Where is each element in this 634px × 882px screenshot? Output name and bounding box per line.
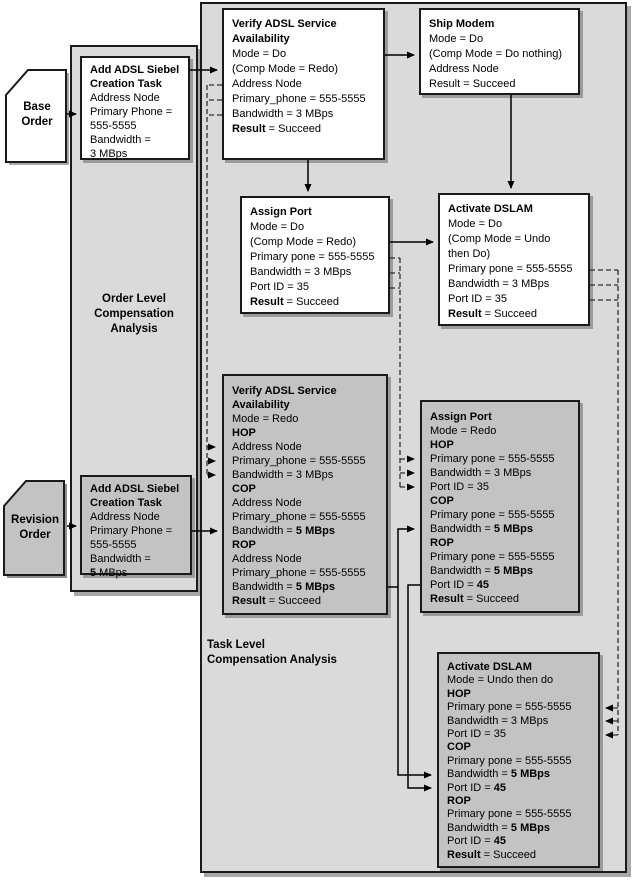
activate-dslam-box — [438, 193, 590, 326]
text-line: Bandwidth = 5 MBps — [232, 525, 336, 537]
text-line: ROP — [430, 537, 454, 549]
text-line: HOP — [232, 427, 256, 439]
text-line: Order — [21, 116, 53, 128]
text-line: Mode = Undo then do — [447, 674, 554, 687]
text-line: ROP — [447, 795, 471, 808]
task-level-compensation-analysis-label — [207, 638, 397, 668]
text-line: Port ID = 45 — [430, 579, 490, 591]
text-line: Result = Succeed — [429, 78, 516, 90]
text-line: Order — [19, 529, 51, 541]
text-line: Primary pone = 555-5555 — [447, 701, 572, 714]
verify-adsl-service-availability-box — [222, 8, 385, 160]
base-order-shape — [2, 66, 72, 166]
text-line: Bandwidth = 3 MBps — [447, 714, 549, 727]
text-line: Mode = Redo — [232, 413, 299, 425]
text-line: Primary pone = 555-5555 — [430, 509, 555, 521]
text-line: ROP — [232, 539, 256, 551]
text-line: Bandwidth = 5 MBps — [232, 581, 336, 593]
text-line: Availability — [232, 399, 290, 411]
assign-port-compensation-box — [420, 400, 580, 613]
text-line: Bandwidth = 3 MBps — [232, 108, 334, 120]
text-line: Result = Succeed — [430, 593, 519, 605]
text-line: Address Node — [232, 78, 302, 90]
text-line: Mode = Do — [250, 221, 305, 233]
text-line: Analysis — [110, 323, 158, 335]
text-line: Result = Succeed — [448, 308, 537, 320]
text-line: Address Node — [232, 497, 302, 509]
text-line: COP — [447, 741, 471, 754]
ship-modem-box — [419, 8, 580, 95]
text-line: Activate DSLAM — [447, 661, 532, 673]
text-line: Bandwidth = — [90, 553, 151, 565]
text-line: Verify ADSL Service — [232, 18, 337, 30]
text-line: Order Level — [102, 293, 166, 305]
text-line: then Do) — [448, 248, 491, 260]
text-line: Address Node — [90, 92, 160, 104]
add-adsl-siebel-creation-task-revision-box — [80, 475, 192, 579]
text-line: Creation Task — [90, 497, 162, 509]
assign-port-box — [240, 196, 390, 314]
text-line: Primary pone = 555-5555 — [448, 263, 573, 275]
text-line: Availability — [232, 33, 290, 45]
text-line: COP — [430, 495, 454, 507]
text-line: Primary Phone = — [90, 525, 173, 537]
text-line: Primary_phone = 555-5555 — [232, 511, 366, 523]
revision-order-label — [0, 513, 70, 543]
text-line: Ship Modem — [429, 18, 495, 30]
text-line: Result = Succeed — [447, 848, 536, 861]
text-line: Compensation — [94, 308, 174, 320]
text-line: Bandwidth = 5 MBps — [430, 565, 534, 577]
text-line: Revision — [11, 514, 59, 526]
text-line: Result = Succeed — [232, 123, 321, 135]
text-line: 555-5555 — [90, 120, 137, 132]
text-line: Primary_phone = 555-5555 — [232, 455, 366, 467]
text-line: Assign Port — [250, 206, 312, 218]
text-line: Primary Phone = — [90, 106, 173, 118]
text-line: Address Node — [232, 553, 302, 565]
text-line: Creation Task — [90, 78, 162, 90]
text-line: Port ID = 35 — [447, 728, 507, 741]
text-line: Mode = Do — [232, 48, 287, 60]
text-line: Primary pone = 555-5555 — [430, 453, 555, 465]
text-line: 3 MBps — [90, 148, 128, 160]
text-line: (Comp Mode = Redo) — [232, 63, 339, 75]
text-line: Mode = Redo — [430, 425, 497, 437]
text-line: Mode = Do — [429, 33, 484, 45]
text-line: Base — [23, 101, 51, 113]
text-line: COP — [232, 483, 256, 495]
text-line: Port ID = 45 — [447, 781, 507, 794]
text-line: Bandwidth = — [90, 134, 151, 146]
text-line: Mode = Do — [448, 218, 503, 230]
base-order-label — [2, 100, 72, 130]
text-line: Assign Port — [430, 411, 492, 423]
text-line: 5 MBps — [90, 567, 128, 579]
text-line: Port ID = 35 — [250, 281, 310, 293]
text-line: Bandwidth = 5 MBps — [447, 821, 551, 834]
text-line: Primary pone = 555-5555 — [430, 551, 555, 563]
text-line: Primary pone = 555-5555 — [447, 754, 572, 767]
text-line: Bandwidth = 5 MBps — [447, 768, 551, 781]
order-level-compensation-analysis-label — [73, 292, 195, 337]
text-line: Activate DSLAM — [448, 203, 533, 215]
text-line: Task Level — [207, 639, 265, 651]
text-line: Primary pone = 555-5555 — [447, 808, 572, 821]
revision-order-shape — [0, 477, 70, 579]
text-line: Result = Succeed — [250, 296, 339, 308]
text-line: Bandwidth = 3 MBps — [430, 467, 532, 479]
text-line: (Comp Mode = Do nothing) — [429, 48, 562, 60]
text-line: Primary pone = 555-5555 — [250, 251, 375, 263]
add-adsl-siebel-creation-task-box — [80, 56, 190, 160]
text-line: Bandwidth = 5 MBps — [430, 523, 534, 535]
text-line: 555-5555 — [90, 539, 137, 551]
verify-adsl-service-availability-compensation-box — [222, 374, 388, 615]
text-line: Add ADSL Siebel — [90, 64, 180, 76]
text-line: Address Node — [232, 441, 302, 453]
text-line: Address Node — [429, 63, 499, 75]
activate-dslam-compensation-box — [437, 652, 600, 868]
text-line: Primary_phone = 555-5555 — [232, 567, 366, 579]
text-line: Result = Succeed — [232, 595, 321, 607]
text-line: Primary_phone = 555-5555 — [232, 93, 366, 105]
text-line: Bandwidth = 3 MBps — [448, 278, 550, 290]
text-line: Port ID = 35 — [448, 293, 508, 305]
text-line: HOP — [447, 687, 471, 700]
text-line: Bandwidth = 3 MBps — [250, 266, 352, 278]
text-line: Bandwidth = 3 MBps — [232, 469, 334, 481]
text-line: Compensation Analysis — [207, 654, 337, 666]
text-line: (Comp Mode = Redo) — [250, 236, 357, 248]
text-line: Add ADSL Siebel — [90, 483, 180, 495]
text-line: Verify ADSL Service — [232, 385, 337, 397]
text-line: Port ID = 35 — [430, 481, 490, 493]
text-line: Port ID = 45 — [447, 835, 507, 848]
text-line: Address Node — [90, 511, 160, 523]
text-line: (Comp Mode = Undo — [448, 233, 551, 245]
text-line: HOP — [430, 439, 454, 451]
